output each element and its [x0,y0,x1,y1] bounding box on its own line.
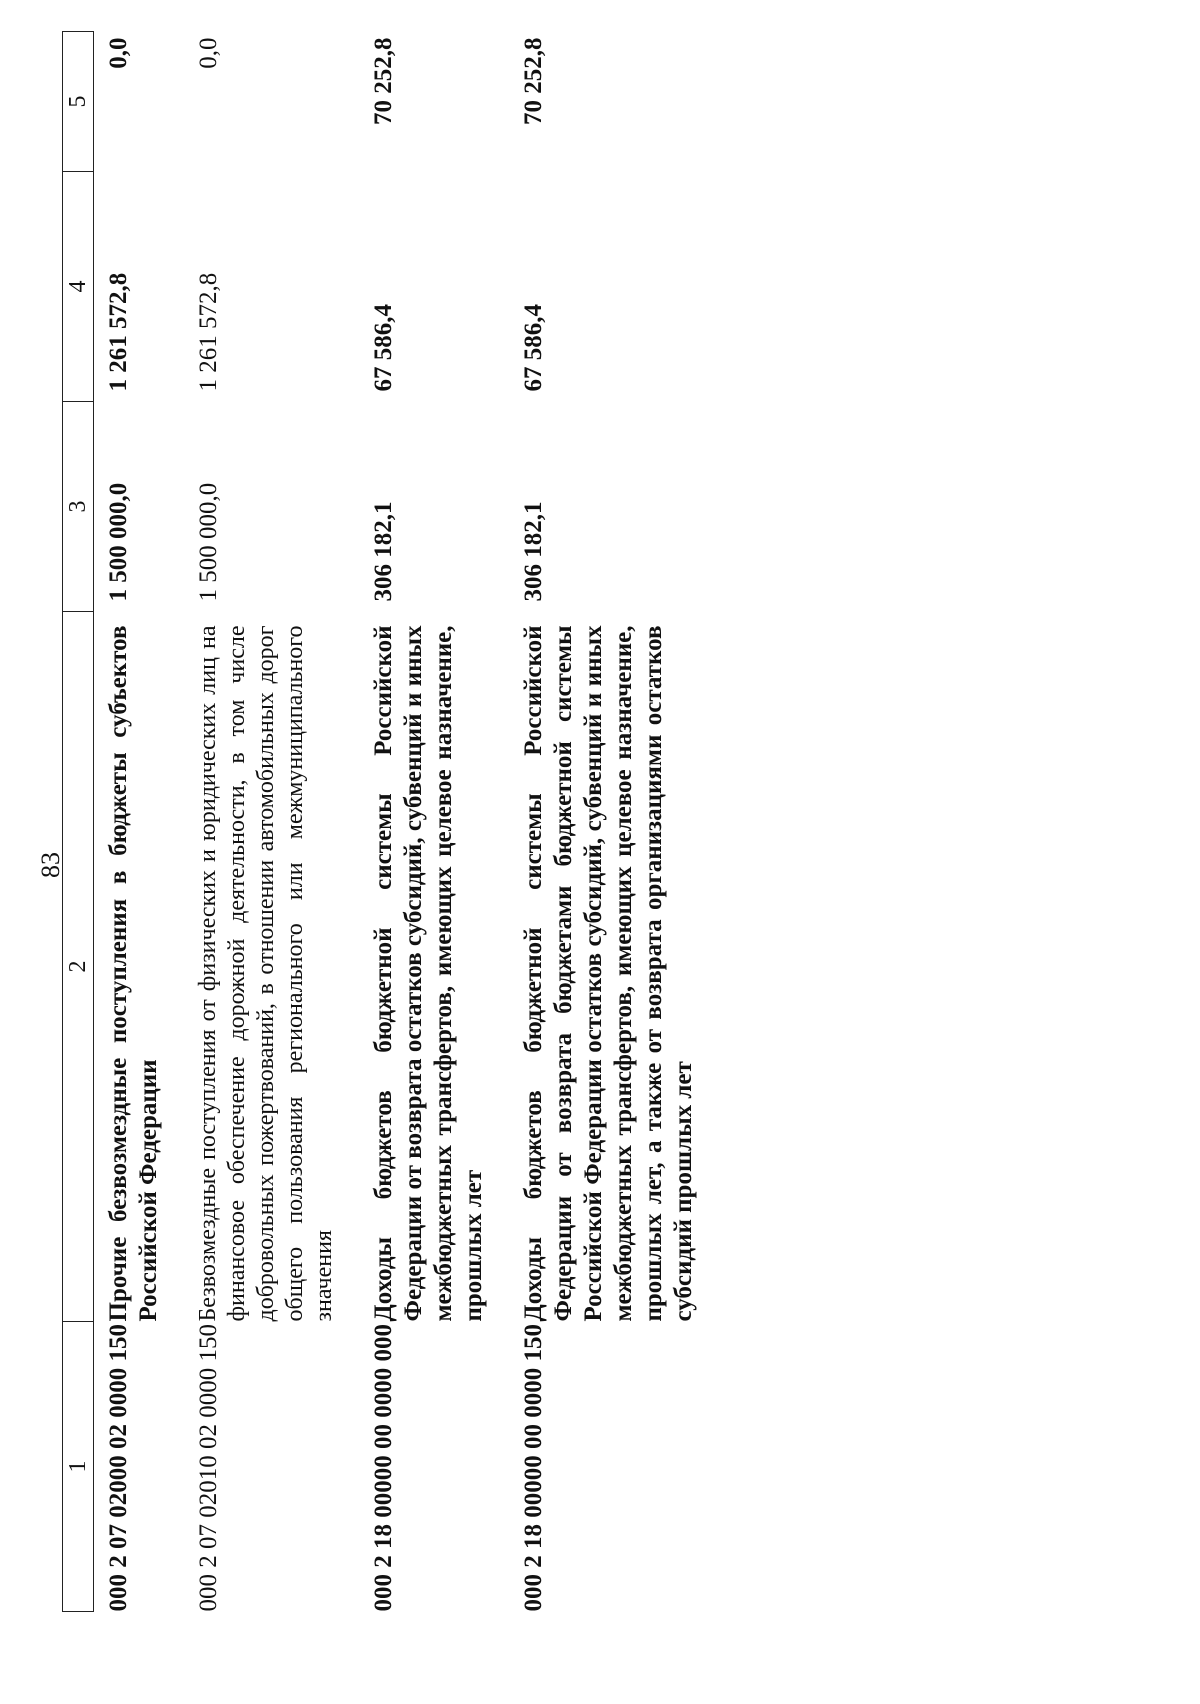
table-row [519,32,699,1612]
row-value-col4: 1 261 572,8 [105,272,132,392]
table-row [104,32,194,1612]
row-value-col5: 0,0 [195,37,222,69]
row-name: Доходы бюджетов бюджетной системы Российской Федерации от возврата бюджетами бюджетной системы Российской Федерации остатков субсидий, субвенций и иных межбюджетных трансфертов, имеющих целевое назначение, прошлых лет, а также от возврата организациями остатков субсидий прошлых лет [520,625,697,1322]
row-value-col4: 1 261 572,8 [195,272,222,392]
table-row [369,32,519,1612]
row-value-col5: 70 252,8 [520,37,547,125]
column-header-3: 3 [63,402,94,612]
row-value-col5: 70 252,8 [370,37,397,125]
row-name: Прочие безвозмездные поступления в бюджеты субъектов Российской Федерации [105,625,162,1322]
row-value-col5: 0,0 [105,37,132,69]
row-name: Доходы бюджетов бюджетной системы Российской Федерации от возврата остатков субсидий, субвенций и иных межбюджетных трансфертов, имеющих целевое назначение, прошлых лет [370,625,487,1322]
column-header-5: 5 [63,32,94,172]
row-name: Безвозмездные поступления от физических и юридических лиц на финансовое обеспечение дорожной деятельности, в том числе добровольных пожертвований, в отношении автомобильных дорог общего пользования регионального или межмуниципального значения [195,625,337,1322]
table-row [194,32,369,1612]
row-value-col3: 306 182,1 [370,501,397,602]
column-header-2: 2 [63,612,94,1322]
column-header-4: 4 [63,172,94,402]
row-code: 000 2 18 00000 00 0000 150 [520,1324,547,1612]
row-code: 000 2 07 02010 02 0000 150 [195,1324,222,1612]
row-value-col4: 67 586,4 [370,304,397,392]
row-value-col4: 67 586,4 [520,304,547,392]
row-code: 000 2 07 02000 02 0000 150 [105,1324,132,1612]
column-number-header [63,32,94,1612]
row-value-col3: 1 500 000,0 [105,482,132,602]
row-code: 000 2 18 00000 00 0000 000 [370,1324,397,1612]
revenue-table [62,31,699,1612]
row-value-col3: 306 182,1 [520,501,547,602]
column-header-1: 1 [63,1322,94,1612]
row-value-col3: 1 500 000,0 [195,482,222,602]
page-number: 83 [36,852,65,878]
